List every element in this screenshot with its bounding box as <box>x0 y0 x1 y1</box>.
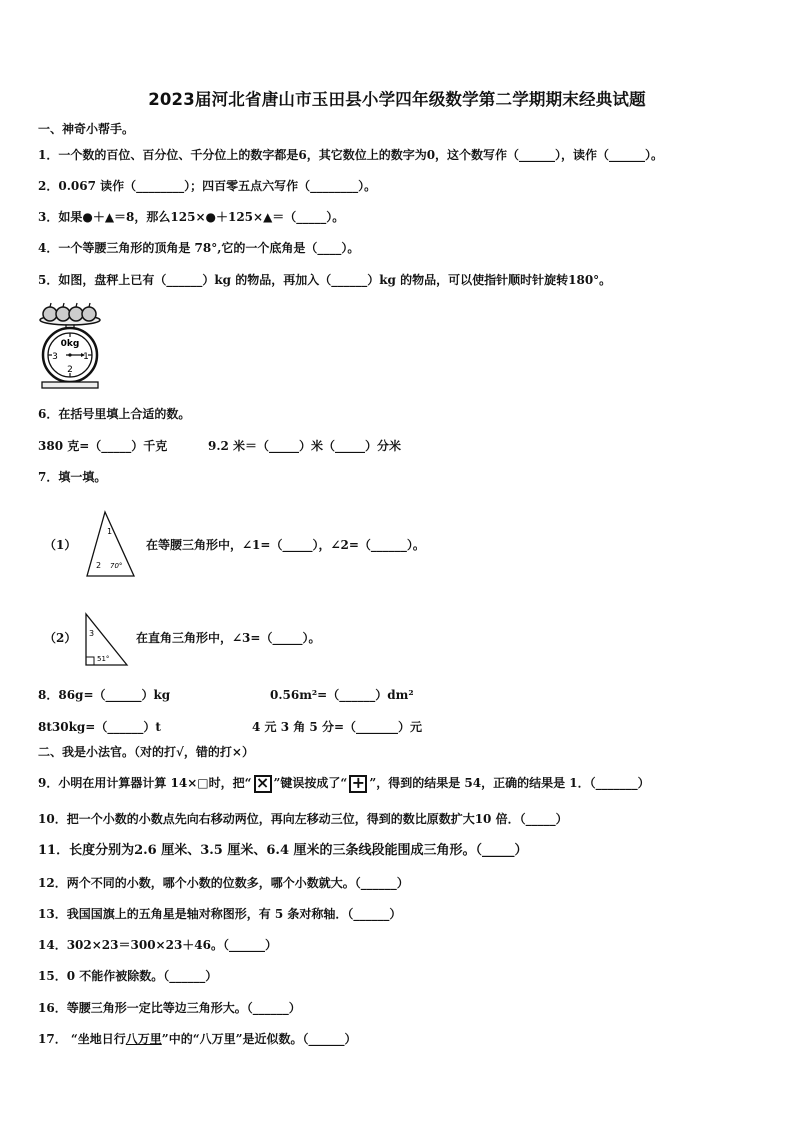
q17-underlined: 八万里 <box>125 1032 162 1046</box>
tri2-angle3-label: 3 <box>89 629 95 638</box>
question-13: 13．我国国旗上的五角星是轴对称图形，有 5 条对称轴．（______） <box>38 907 402 921</box>
isosceles-triangle-figure <box>84 510 136 580</box>
scale-bottom-label: 2 <box>67 365 73 375</box>
q17-text-pre: 17． “坐地日行 <box>38 1032 126 1046</box>
q17-text-post: ”中的“八万里”是近似数。（______） <box>161 1032 357 1046</box>
question-6: 6．在括号里填上合适的数。 <box>38 407 191 421</box>
question-12: 12．两个不同的小数，哪个小数的位数多，哪个小数就大。（______） <box>38 876 409 890</box>
question-8b: 0.56m²=（______）dm² <box>270 688 414 702</box>
question-2: 2．0.067 读作（________）；四百零五点六写作（________）。 <box>38 179 377 193</box>
scale-zero-label: 0kg <box>60 339 80 349</box>
tri1-angle1-label: 1 <box>107 527 113 536</box>
question-9 <box>38 774 650 793</box>
tri1-angle2-label: 2 <box>96 561 102 570</box>
scale-right-label: 1 <box>83 352 89 362</box>
scale-left-label: 3 <box>52 352 58 362</box>
question-15: 15．0 不能作被除数。（______） <box>38 969 218 983</box>
question-6b: 9.2 米＝（_____）米（_____）分米 <box>208 439 402 453</box>
q7-2-label: （2） <box>44 631 77 645</box>
question-8a: 8．86g=（______）kg <box>38 688 171 702</box>
right-triangle-figure <box>84 612 130 668</box>
question-8d: 4 元 3 角 5 分=（_______）元 <box>252 720 422 734</box>
section-2-heading: 二、我是小法官。（对的打√，错的打×） <box>38 745 254 759</box>
question-6a: 380 克=（_____）千克 <box>38 439 168 453</box>
question-10: 10．把一个小数的小数点先向右移动两位，再向左移动三位，得到的数比原数扩大10 倍．（_____） <box>38 812 568 826</box>
tri1-angle-value: 70° <box>110 562 123 570</box>
plus-key-icon: + <box>349 775 367 793</box>
question-17 <box>38 1030 357 1048</box>
q7-1-label: （1） <box>44 538 77 552</box>
question-11: 11．长度分别为2.6 厘米、3.5 厘米、6.4 厘米的三条线段能围成三角形。（_____） <box>38 843 528 858</box>
multiply-key-icon: × <box>254 775 272 793</box>
question-8c: 8t30kg=（______）t <box>38 720 161 734</box>
q9-text-mid: ”键误按成了“ <box>273 776 348 790</box>
question-5: 5．如图，盘秤上已有（______）kg 的物品，再加入（______）kg 的物品，可以使指针顺时针旋转180°。 <box>38 273 612 287</box>
q9-text-pre: 9．小明在用计算器计算 14×□时，把“ <box>38 776 252 790</box>
question-3: 3．如果●＋▲＝8，那么125×●＋125×▲＝（_____）。 <box>38 210 345 224</box>
q7-1-text: 在等腰三角形中，∠1=（_____），∠2=（______）。 <box>146 538 425 552</box>
scale-figure <box>36 298 106 394</box>
q7-2-text: 在直角三角形中，∠3=（_____）。 <box>136 631 321 645</box>
question-16: 16．等腰三角形一定比等边三角形大。（______） <box>38 1001 301 1015</box>
tri2-angle-value: 51° <box>97 655 110 663</box>
question-14: 14．302×23＝300×23＋46。（______） <box>38 938 278 952</box>
question-1: 1．一个数的百位、百分位、千分位上的数字都是6，其它数位上的数字为0，这个数写作（______），读作（______）。 <box>38 148 664 162</box>
question-7: 7．填一填。 <box>38 470 107 484</box>
section-1-heading: 一、神奇小帮手。 <box>38 122 135 136</box>
q9-text-post: ”，得到的结果是 54，正确的结果是 1．（_______） <box>369 776 650 790</box>
question-4: 4．一个等腰三角形的顶角是 78°,它的一个底角是（____）。 <box>38 241 360 255</box>
page-title: 2023届河北省唐山市玉田县小学四年级数学第二学期期末经典试题 <box>148 90 646 109</box>
